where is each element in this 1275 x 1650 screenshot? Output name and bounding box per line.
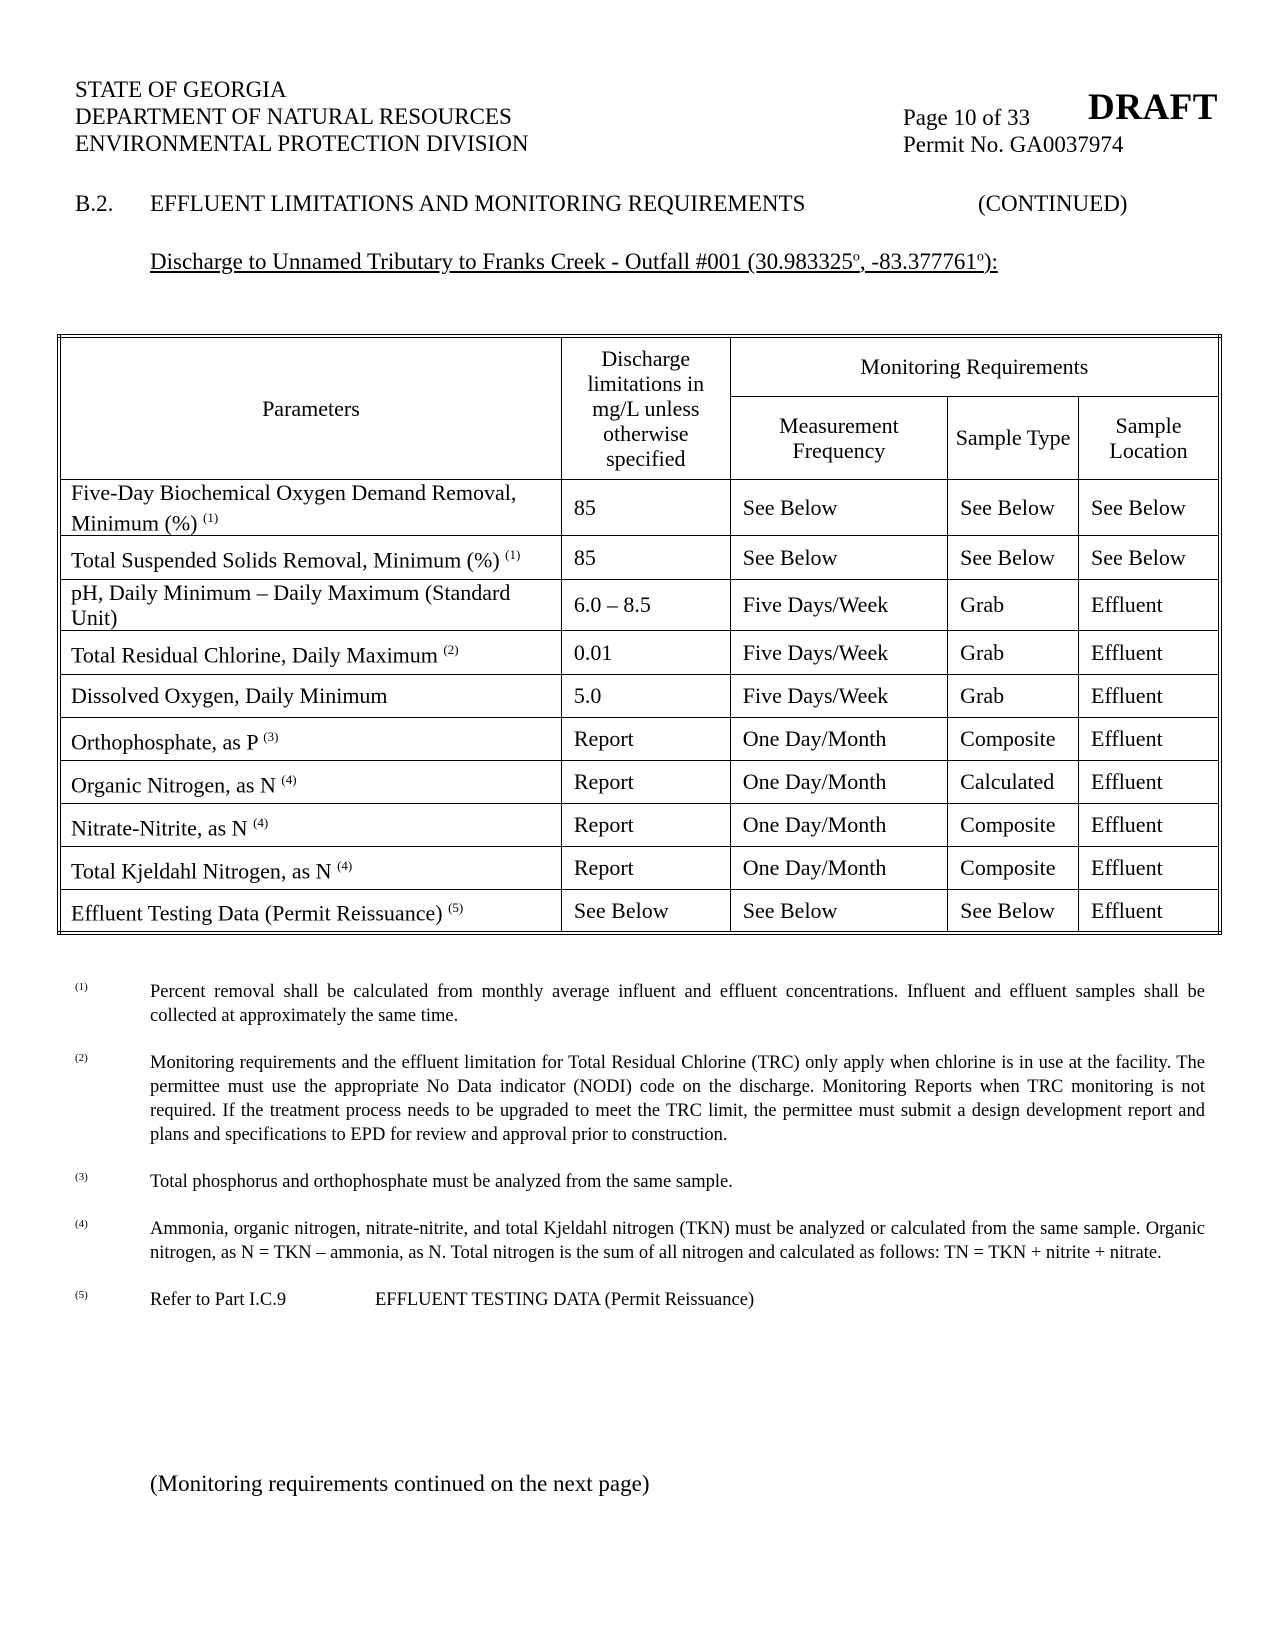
footnote-ref: (4) [253,814,269,830]
limit-cell: Report [561,760,730,803]
table-row [59,630,1220,674]
parameter-cell [59,630,561,674]
footnote-ref: (3) [263,728,279,744]
sample-type-cell: Grab [948,674,1079,717]
table-row [59,803,1220,846]
limit-cell: 5.0 [561,674,730,717]
section-continued: (CONTINUED) [978,191,1128,216]
parameter-cell [59,535,561,579]
effluent-limitations-table [57,334,1222,935]
discharge-location [150,249,998,275]
header-parameters: Parameters [59,336,561,479]
footnote-mark: (5) [75,1289,88,1301]
footnote-reference-title: EFFLUENT TESTING DATA (Permit Reissuance) [375,1290,755,1310]
sample-location-cell: Effluent [1079,846,1221,889]
footnote-1 [75,980,1205,1028]
sample-location-cell: Effluent [1079,717,1221,760]
footnote-ref: (1) [505,547,521,563]
sample-location-cell: Effluent [1079,889,1221,933]
limit-cell: 0.01 [561,630,730,674]
sample-location-cell: Effluent [1079,630,1221,674]
limit-cell: 85 [561,535,730,579]
sample-type-cell: Composite [948,846,1079,889]
sample-location-cell: Effluent [1079,674,1221,717]
frequency-cell: See Below [730,535,947,579]
header-sample-type: Sample Type [948,396,1079,479]
header-measurement-frequency: Measurement Frequency [730,396,947,479]
footnote-mark: (1) [75,981,88,993]
sample-type-cell: Grab [948,579,1079,630]
footnote-mark: (4) [75,1218,88,1230]
section-number: B.2. [75,191,114,216]
limit-cell: Report [561,846,730,889]
header-monitoring-requirements: Monitoring Requirements [730,336,1220,396]
parameter-cell [59,889,561,933]
table-body [59,479,1220,933]
parameter-cell [59,717,561,760]
footnote-mark: (3) [75,1171,88,1183]
table-row [59,535,1220,579]
page-number: Page 10 of 33 [903,105,1031,130]
parameter-cell [59,674,561,717]
agency-line-division: ENVIRONMENTAL PROTECTION DIVISION [75,131,529,156]
footnote-text: Total phosphorus and orthophosphate must be analyzed from the same sample. [150,1172,733,1192]
table-row [59,846,1220,889]
continuation-note: (Monitoring requirements continued on the next page) [150,1471,650,1496]
footnote-reference: Refer to Part I.C.9 [150,1290,287,1310]
table-row [59,717,1220,760]
discharge-text-c: ): [983,249,998,274]
discharge-text-b: , -83.377761 [859,249,977,274]
limit-cell: 6.0 – 8.5 [561,579,730,630]
sample-type-cell: See Below [948,479,1079,535]
permit-number: Permit No. GA0037974 [903,132,1124,157]
footnote-text: Ammonia, organic nitrogen, nitrate-nitrite, and total Kjeldahl nitrogen (TKN) must be analyzed or calculated from the same sample. Organic nitrogen, as N = TKN – ammonia, as N. Total nitrogen is the sum of all nitrogen and calculated as follows: TN = TKN + nitrite + nitrate. [150,1219,1205,1263]
parameter-cell [59,803,561,846]
sample-type-cell: Composite [948,803,1079,846]
table-row [59,479,1220,535]
parameter-name: pH, Daily Minimum – Daily Maximum (Standard Unit) [71,579,511,630]
footnote-text: Percent removal shall be calculated from monthly average influent and effluent concentrations. Influent and effluent samples shall be collected at approximately the same time. [150,982,1205,1026]
parameter-cell [59,760,561,803]
frequency-cell: Five Days/Week [730,579,947,630]
table-row [59,579,1220,630]
parameter-cell [59,846,561,889]
footnote-ref: (1) [203,509,219,525]
agency-line-state: STATE OF GEORGIA [75,77,287,102]
table-row [59,889,1220,933]
limit-cell: See Below [561,889,730,933]
footnote-ref: (5) [448,900,464,916]
footnote-list [75,980,1205,1265]
footnote-mark: (2) [75,1052,88,1064]
frequency-cell: Five Days/Week [730,674,947,717]
sample-location-cell: See Below [1079,479,1221,535]
parameter-name: Total Kjeldahl Nitrogen, as N [71,857,332,883]
limit-cell: 85 [561,479,730,535]
parameter-name: Organic Nitrogen, as N [71,771,276,797]
section-title: EFFLUENT LIMITATIONS AND MONITORING REQUIREMENTS [150,191,806,216]
sample-location-cell: Effluent [1079,760,1221,803]
footnote-text [150,1288,1205,1312]
footnote-ref: (4) [337,857,353,873]
sample-location-cell: See Below [1079,535,1221,579]
table-row [59,760,1220,803]
header-sample-location: Sample Location [1079,396,1221,479]
frequency-cell: See Below [730,889,947,933]
footnote-2 [75,1051,1205,1147]
footnote-5 [75,1288,1205,1312]
parameter-name: Orthophosphate, as P [71,728,258,754]
frequency-cell: One Day/Month [730,760,947,803]
parameter-cell [59,479,561,535]
sample-location-cell: Effluent [1079,803,1221,846]
frequency-cell: One Day/Month [730,846,947,889]
footnote-4 [75,1217,1205,1265]
frequency-cell: Five Days/Week [730,630,947,674]
parameter-name: Total Suspended Solids Removal, Minimum (%) [71,547,500,573]
sample-type-cell: Grab [948,630,1079,674]
parameter-name: Five-Day Biochemical Oxygen Demand Removal, Minimum (%) [71,479,517,535]
limit-cell: Report [561,803,730,846]
agency-header [75,76,528,157]
discharge-text-a: Discharge to Unnamed Tributary to Franks Creek - Outfall #001 (30.983325 [150,249,853,274]
sample-type-cell: Calculated [948,760,1079,803]
sample-location-cell: Effluent [1079,579,1221,630]
degree-mark: o [976,249,984,265]
footnote-text: Monitoring requirements and the effluent limitation for Total Residual Chlorine (TRC) only apply when chlorine is in use at the facility. The permittee must use the appropriate No Data indicator (NODI) code on the discharge. Monitoring Reports when TRC monitoring is not required. If the treatment process needs to be upgraded to meet the TRC limit, the permittee must submit a design development report and plans and specifications to EPD for review and approval prior to construction. [150,1053,1205,1145]
footnote-3 [75,1170,1205,1194]
parameter-name: Dissolved Oxygen, Daily Minimum [71,683,388,709]
sample-type-cell: See Below [948,535,1079,579]
draft-stamp: DRAFT [1088,87,1218,128]
frequency-cell: See Below [730,479,947,535]
parameter-name: Effluent Testing Data (Permit Reissuance) [71,900,443,926]
footnote-ref: (2) [443,642,459,658]
parameter-name: Nitrate-Nitrite, as N [71,814,248,840]
sample-type-cell: Composite [948,717,1079,760]
limit-cell: Report [561,717,730,760]
table-row [59,674,1220,717]
degree-mark: o [852,249,860,265]
frequency-cell: One Day/Month [730,803,947,846]
footnote-ref: (4) [281,771,297,787]
footnotes [75,980,1205,1335]
sample-type-cell: See Below [948,889,1079,933]
frequency-cell: One Day/Month [730,717,947,760]
parameter-cell [59,579,561,630]
agency-line-department: DEPARTMENT OF NATURAL RESOURCES [75,104,512,129]
parameter-name: Total Residual Chlorine, Daily Maximum [71,642,438,668]
header-discharge-limitations: Discharge limitations in mg/L unless otherwise specified [561,336,730,479]
